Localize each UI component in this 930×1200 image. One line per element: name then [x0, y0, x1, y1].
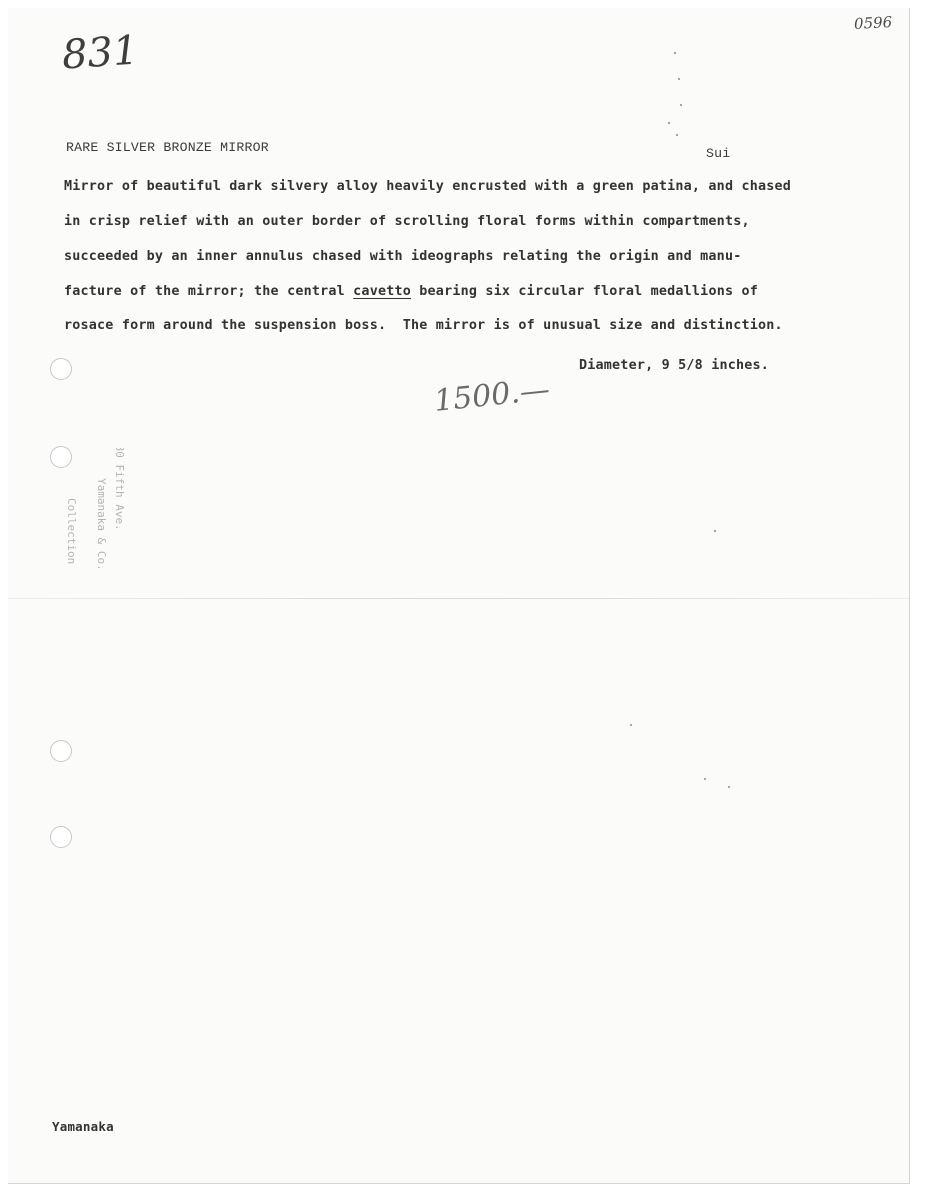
- description-line: succeeded by an inner annulus chased with ideographs relating the origin and manu-: [64, 249, 742, 264]
- handwritten-price: 1500.—: [432, 372, 552, 419]
- stamp-text: Yamanaka & Co.: [95, 478, 108, 571]
- paper-speck: [678, 78, 680, 80]
- paper-speck: [680, 104, 682, 106]
- stamp-text: 680 Fifth Ave.: [113, 448, 126, 531]
- item-title: RARE SILVER BRONZE MIRROR: [66, 140, 269, 155]
- lot-number-handwritten: 831: [60, 27, 140, 79]
- paper-speck: [676, 134, 678, 136]
- paper-speck: [668, 122, 670, 124]
- stamp-text: Collection: [65, 498, 78, 565]
- collection-stamp: [54, 448, 174, 648]
- description-line: [64, 284, 758, 299]
- paper-speck: [704, 778, 706, 780]
- punch-hole: [50, 826, 72, 848]
- dimensions: Diameter, 9 5/8 inches.: [579, 358, 770, 373]
- stamp-graphic: [54, 448, 174, 648]
- punch-hole: [50, 740, 72, 762]
- paper-speck: [630, 724, 632, 726]
- paper-speck: [728, 786, 730, 788]
- document-page: [8, 8, 910, 1184]
- description-line: Mirror of beautiful dark silvery alloy heavily encrusted with a green patina, and chased: [64, 179, 792, 194]
- period-label: Sui: [706, 146, 731, 161]
- description-line: in crisp relief with an outer border of scrolling floral forms within compartments,: [64, 214, 750, 229]
- archive-number-handwritten: 0596: [853, 13, 893, 33]
- cavetto-term: cavetto: [353, 284, 412, 299]
- punch-hole: [50, 358, 72, 380]
- paper-speck: [714, 530, 716, 532]
- paper-speck: [674, 52, 676, 54]
- dealer-name: Yamanaka: [52, 1119, 114, 1134]
- description-line-start: facture of the mirror; the central: [64, 284, 354, 299]
- description-line: rosace form around the suspension boss. The mirror is of unusual size and distinction.: [64, 318, 783, 333]
- description-line-end: bearing six circular floral medallions of: [411, 284, 759, 299]
